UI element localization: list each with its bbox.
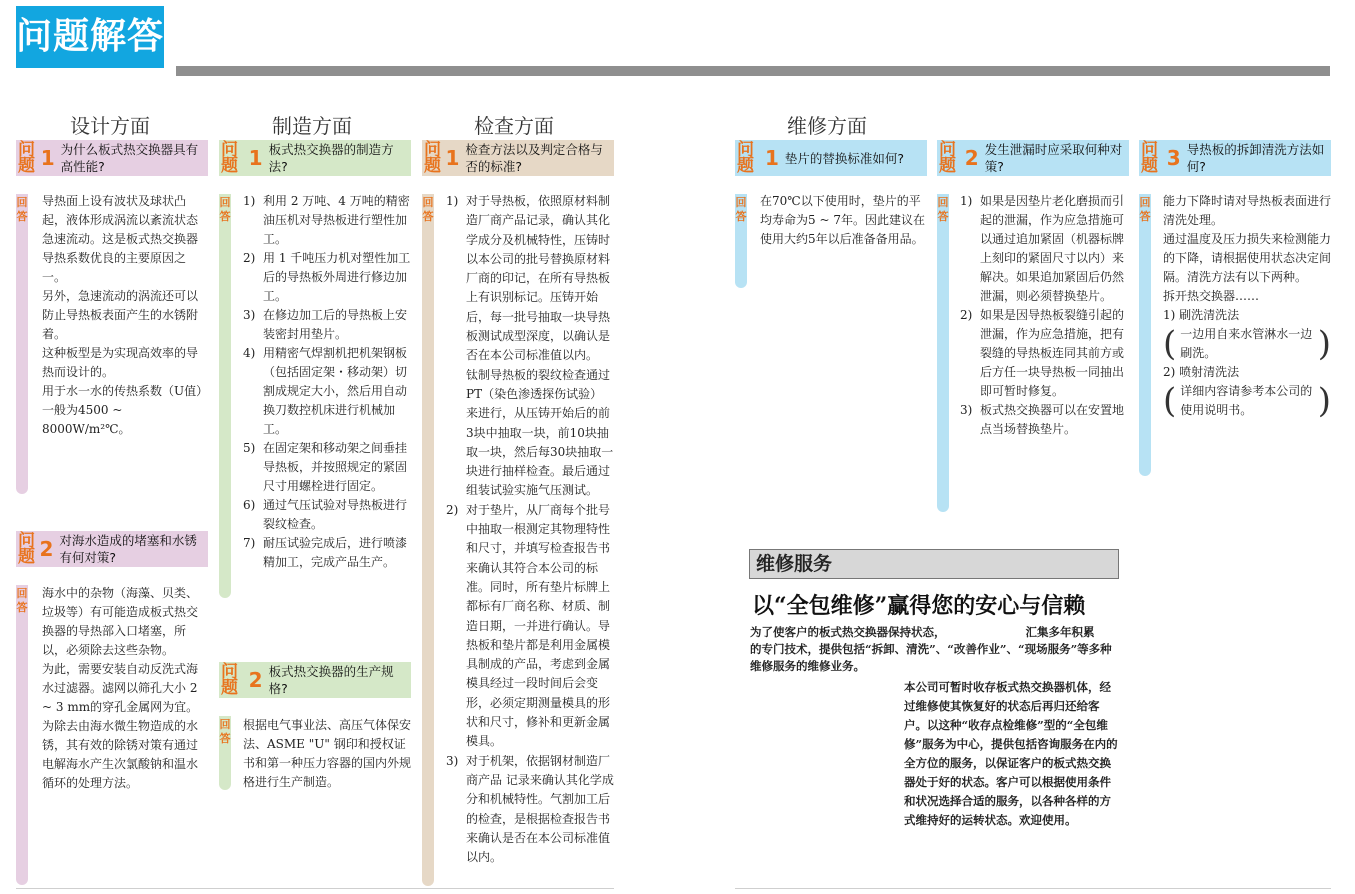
question-number: 1: [445, 146, 460, 170]
list-item: [243, 306, 411, 344]
paragraph: 另外，急速流动的涡流还可以防止导热板表面产生的水锈附着。: [42, 289, 199, 341]
maintenance-q3-answer: [1163, 192, 1331, 420]
item-text: 在修边加工后的导热板上安装密封用垫片。: [263, 308, 408, 341]
question-label: 问 题: [18, 140, 35, 176]
question-number: 1: [248, 146, 263, 170]
close-paren: ): [1317, 381, 1331, 421]
manufacturing-q2-answer-marker: [219, 716, 231, 790]
item-text: 如果是因导热板裂缝引起的泄漏，作为应急措施，把有裂缝的导热板连同其前方或后方任一块导热板一同抽出即可暂时修复。: [980, 308, 1125, 398]
list-item: [446, 192, 614, 501]
maintenance-q3-title: 导热板的拆卸清洗方法如何?: [1186, 142, 1325, 174]
question-label: 问 题: [221, 662, 238, 698]
manufacturing-q2-answer: 根据电气事业法、高压气体保安法、ASME "U" 钢印和授权证书和第一种压力容器的国内外规格进行生产制造。: [243, 718, 412, 789]
question-label: 问 题: [18, 531, 35, 567]
maintenance-q1-answer-marker: [735, 194, 747, 288]
item-number: 6): [243, 498, 256, 512]
item-text: 如果是因垫片老化磨损而引起的泄漏，作为应急措施可以通过追加紧固（机器标牌上刻印的紧固尺寸以内）来解决。如果追加紧固后仍然泄漏，则必须替换垫片。: [980, 194, 1125, 303]
maintenance-q1-header: [735, 140, 927, 176]
item-number: 7): [243, 536, 256, 550]
item-number: 3): [446, 753, 459, 768]
method-name: 刷洗清洗法: [1179, 308, 1240, 322]
maintenance-q2-answer-marker: [937, 194, 949, 512]
answer-label: 回 答: [735, 196, 747, 223]
answer-label: 回 答: [16, 196, 28, 223]
item-number: 2): [243, 251, 256, 265]
item-text: 用 1 千吨压力机对塑性加工后的导热板外周进行修边加工。: [263, 251, 411, 303]
question-label: 问 题: [221, 140, 238, 176]
manufacturing-q2-title: 板式热交换器的生产规格?: [268, 664, 394, 696]
section-design-heading: 设计方面: [70, 114, 150, 138]
method-number: 2): [1163, 365, 1176, 379]
item-number: 2): [960, 308, 973, 322]
paragraph: 能力下降时请对导热板表面进行清洗处理。: [1163, 194, 1332, 227]
maintenance-q1-title: 垫片的替换标准如何?: [784, 150, 905, 166]
intro-part: 的专门技术，提供包括“拆卸、清洗”、“改善作业”、“现场服务”等多种维修服务的维修业务。: [750, 642, 1112, 673]
question-label: 问 题: [939, 140, 956, 176]
answer-label: 回 答: [937, 196, 949, 223]
list-item: [960, 306, 1129, 401]
service-heading: 维修服务: [749, 549, 1119, 579]
method-detail: 一边用自来水管淋水一边刷洗。: [1180, 327, 1313, 360]
paragraph: 对于垫片，从厂商每个批号中抽取一根测定其物理特性和尺寸，并填写检查报告书来确认其符合本公司的标准。同时，所有垫片标牌上都标有厂商名称、材质、制造日期，一并进行确认。导热板和垫片都是利用金属模具制成的产品，考虑到金属模具经过一段时间后会变形，必须定期测量模具的形状和尺寸，修补和更新金属模具。: [466, 502, 611, 749]
inspection-q1-title: 检查方法以及判定合格与否的标准?: [465, 142, 603, 174]
inspection-q1-answer-marker: [422, 194, 434, 886]
question-number: 2: [248, 668, 263, 692]
bottom-rule: [16, 888, 614, 889]
list-item: [243, 344, 411, 439]
answer-label: 回 答: [422, 196, 434, 223]
bottom-rule: [735, 888, 1331, 889]
item-number: 3): [243, 308, 256, 322]
item-number: 4): [243, 346, 256, 360]
paragraph: 对于导热板，依照原材料制造厂商产品记录，确认其化学成分及机械特性，压铸时以本公司的批号替换原材料厂商的印记，在所有导热板上有识别标记。压铸开始后，每一批号抽取一块导热板测试成型深度，以确认是否在本公司标准值以内。: [466, 194, 611, 363]
paragraph: 导热面上设有波状及球状凸起，液体形成涡流以紊流状态急速流动。这是板式热交换器导热系数优良的主要原因之一。: [42, 194, 199, 284]
list-item: [960, 192, 1129, 306]
maintenance-q1-answer: 在70℃以下使用时，垫片的平均寿命为5 ~ 7年。因此建议在使用大约5年以后准备备用品。: [760, 194, 925, 246]
intro-part: 汇集多年积累: [1025, 625, 1095, 639]
answer-label: 回 答: [219, 718, 231, 745]
method-detail-bracket: [1163, 325, 1331, 363]
list-item: [446, 501, 614, 752]
page-title: 问题解答: [16, 6, 164, 68]
design-q1-header: [16, 140, 208, 176]
item-text: 耐压试验完成后，进行喷漆精加工，完成产品生产。: [263, 536, 408, 569]
paragraph: 为除去由海水微生物造成的水锈，其有效的除锈对策有通过电解海水产生次氯酸钠和温水循环的处理方法。: [42, 719, 199, 790]
design-q1-answer: [42, 192, 208, 439]
question-number: 1: [765, 146, 779, 170]
open-paren: (: [1163, 324, 1177, 364]
list-item: [243, 496, 411, 534]
list-item: [243, 249, 411, 306]
item-number: 5): [243, 441, 256, 455]
section-maintenance-heading: 维修方面: [787, 114, 867, 138]
paragraph: 用于水一水的传热系数（U值）一般为4500 ~ 8000W/m²℃。: [42, 384, 203, 436]
item-text: 用精密气焊割机把机架钢板（包括固定架・移动架）切割成规定大小，然后用自动换刀数控机床进行机械加工。: [263, 346, 408, 436]
paragraph: 钛制导热板的裂纹检查通过 PT（染色渗透探伤试验）来进行，从压铸开始后的前3块中抽取一块，前10块抽取一块，然后每30块抽取一块进行抽样检查。最后通过组装试验实施气压测试。: [466, 367, 614, 498]
inspection-q1-list: [446, 192, 614, 867]
service-title: 以“全包维修”赢得您的安心与信赖: [752, 593, 1086, 619]
question-number: 1: [40, 146, 55, 170]
question-label: 问 题: [424, 140, 441, 176]
design-q2-answer: [42, 584, 208, 793]
item-number: 3): [960, 403, 973, 417]
paragraph: 对于机架，依据钢材制造厂商产品 记录来确认其化学成分和机械特性。气割加工后的检查，是根据检查报告书来确认是否在本公司标准值以内。: [466, 753, 614, 865]
method-number: 1): [1163, 308, 1176, 322]
close-paren: ): [1317, 324, 1331, 364]
item-text: 板式热交换器可以在安置地点当场替换垫片。: [980, 403, 1125, 436]
service-body: 本公司可暂时收存板式热交换器机体，经过维修使其恢复好的状态后再归还给客户。以这种“收存点检维修”型的“全包维修”服务为中心，提供包括咨询服务在内的全方位的服务，以保证客户的板式热交换器处于好的状态。客户可以根据使用条件和状况选择合适的服务，以各种各样的方式维持好的运转状态。欢迎使用。: [904, 680, 1118, 827]
design-q2-answer-marker: [16, 585, 28, 885]
method-name: 喷射清洗法: [1179, 365, 1240, 379]
method-1: [1163, 306, 1331, 363]
method-detail: 详细内容请参考本公司的使用说明书。: [1180, 384, 1313, 417]
maintenance-q2-list: [960, 192, 1129, 439]
item-number: 2): [446, 502, 459, 517]
manufacturing-q1-header: [219, 140, 411, 176]
item-number: 1): [446, 194, 459, 208]
item-text: 利用 2 万吨、4 万吨的精密油压机对导热板进行塑性加工。: [263, 194, 410, 246]
question-number: 3: [1166, 146, 1181, 170]
design-q2-header: [16, 531, 208, 567]
service-intro: [750, 624, 1122, 675]
answer-label: 回 答: [16, 587, 28, 614]
manufacturing-q1-title: 板式热交换器的制造方法?: [268, 142, 394, 174]
intro-part: 为了使客户的板式热交换器保持状态，: [750, 625, 946, 639]
answer-label: 回 答: [1139, 196, 1151, 223]
maintenance-q3-answer-marker: [1139, 194, 1151, 476]
list-item: [243, 439, 411, 496]
design-q1-title: 为什么板式热交换器具有高性能?: [60, 142, 199, 174]
design-q2-title: 对海水造成的堵塞和水锈有何对策?: [59, 533, 197, 565]
item-text: 通过气压试验对导热板进行裂纹检查。: [263, 498, 408, 531]
question-number: 2: [39, 537, 54, 561]
item-number: 1): [960, 194, 973, 208]
manufacturing-q1-list: [243, 192, 411, 572]
item-text: 在固定架和移动架之间垂挂导热板，并按照规定的紧固尺寸用螺栓进行固定。: [263, 441, 408, 493]
design-q1-answer-marker: [16, 194, 28, 494]
paragraph: 拆开热交换器……: [1163, 289, 1260, 303]
method-2: [1163, 363, 1331, 420]
item-number: 1): [243, 194, 256, 208]
list-item: [243, 534, 411, 572]
title-divider: [176, 66, 1330, 76]
maintenance-q3-header: [1139, 140, 1331, 176]
paragraph: 这种板型是为实现高效率的导热而设计的。: [42, 346, 199, 379]
list-item: [446, 752, 614, 868]
manufacturing-q1-answer-marker: [219, 194, 231, 598]
paragraph: 为此，需要安装自动反洗式海水过滤器。滤网以筛孔大小 2 ~ 3 mm的穿孔金属网为宜。: [42, 662, 199, 714]
question-label: 问 题: [737, 140, 754, 176]
maintenance-q2-title: 发生泄漏时应采取何种对策?: [984, 142, 1123, 174]
inspection-q1-header: [422, 140, 614, 176]
question-label: 问 题: [1141, 140, 1158, 176]
manufacturing-q2-header: [219, 662, 411, 698]
section-manufacturing-heading: 制造方面: [272, 114, 352, 138]
list-item: [960, 401, 1129, 439]
maintenance-q2-header: [937, 140, 1129, 176]
question-number: 2: [964, 146, 979, 170]
section-inspection-heading: 检查方面: [474, 114, 554, 138]
method-detail-bracket: [1163, 382, 1331, 420]
paragraph: 通过温度及压力损失来检测能力的下降，请根据使用状态决定间隔。清洗方法有以下两种。: [1163, 232, 1332, 284]
list-item: [243, 192, 411, 249]
paragraph: 海水中的杂物（海藻、贝类、垃圾等）有可能造成板式热交换器的导热部入口堵塞，所以，必须除去这些杂物。: [42, 586, 199, 657]
answer-label: 回 答: [219, 196, 231, 223]
open-paren: (: [1163, 381, 1177, 421]
